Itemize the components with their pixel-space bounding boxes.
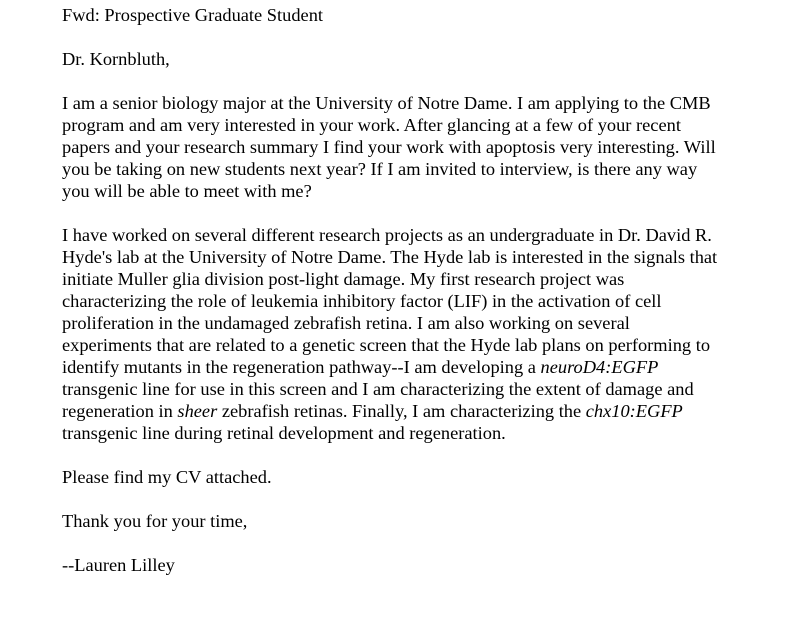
paragraph-research-line: Hyde's lab at the University of Notre Dame. The Hyde lab is interested in the signals that: [62, 247, 718, 267]
gene-name-italic: neuroD4:EGFP: [540, 357, 659, 377]
paragraph-research-line: initiate Muller glia division post-light damage. My first research project was: [62, 269, 625, 289]
email-closing: Thank you for your time,: [62, 511, 248, 531]
paragraph-research-line: transgenic line for use in this screen and I am characterizing the extent of damage and: [62, 379, 694, 399]
paragraph-intro-line: program and am very interested in your work. After glancing at a few of your recent: [62, 115, 681, 135]
paragraph-research-line: experiments that are related to a genetic screen that the Hyde lab plans on performing to: [62, 335, 711, 355]
email-subject: Fwd: Prospective Graduate Student: [62, 5, 323, 25]
email-body: [62, 4, 797, 576]
research-text: zebrafish retinas. Finally, I am characterizing the: [217, 401, 586, 421]
paragraph-intro-line: papers and your research summary I find your work with apoptosis very interesting. Will: [62, 137, 716, 157]
strain-name-italic: sheer: [177, 401, 218, 421]
gene-name-italic: chx10:EGFP: [585, 401, 683, 421]
paragraph-intro-line: you will be able to meet with me?: [62, 181, 312, 201]
email-signature: --Lauren Lilley: [62, 555, 175, 575]
paragraph-research-line: transgenic line during retinal development and regeneration.: [62, 423, 506, 443]
research-text: regeneration in: [62, 401, 178, 421]
paragraph-research: [62, 224, 797, 444]
research-text: identify mutants in the regeneration pathway--I am developing a: [62, 357, 541, 377]
paragraph-intro: [62, 92, 797, 202]
paragraph-cv: Please find my CV attached.: [62, 467, 272, 487]
paragraph-research-line: [62, 356, 797, 378]
email-salutation: Dr. Kornbluth,: [62, 49, 170, 69]
paragraph-intro-line: you be taking on new students next year? If I am invited to interview, is there any way: [62, 159, 698, 179]
paragraph-intro-line: I am a senior biology major at the University of Notre Dame. I am applying to the CMB: [62, 93, 711, 113]
paragraph-research-line: [62, 400, 797, 422]
paragraph-research-line: proliferation in the undamaged zebrafish retina. I am also working on several: [62, 313, 630, 333]
paragraph-research-line: characterizing the role of leukemia inhibitory factor (LIF) in the activation of cell: [62, 291, 662, 311]
paragraph-research-line: I have worked on several different research projects as an undergraduate in Dr. David R.: [62, 225, 712, 245]
